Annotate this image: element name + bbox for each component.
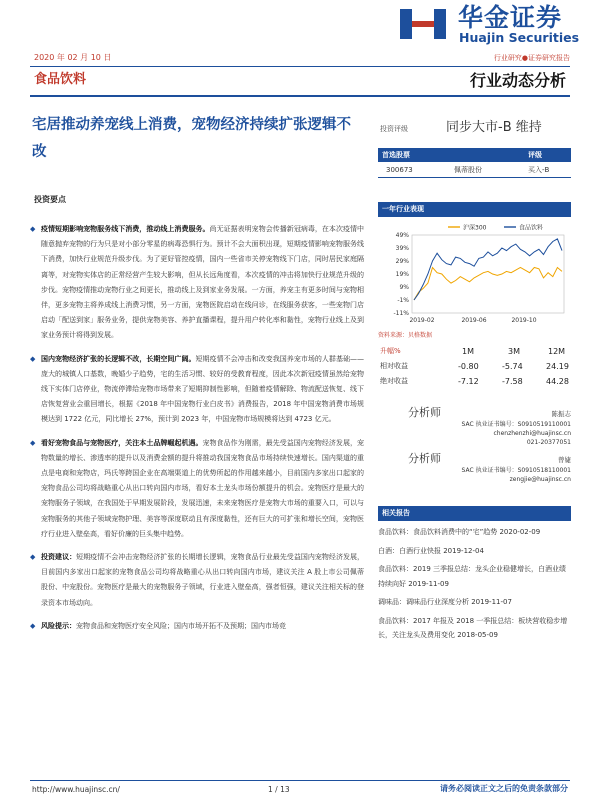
header-divider — [30, 66, 570, 67]
y-tick-label: 49% — [395, 232, 409, 239]
returns-header-label: 升幅% — [380, 347, 401, 355]
analyst-license: SAC 执业证书编号：S0910519110001 — [461, 421, 571, 428]
stock-header-rating: 评级 — [528, 151, 542, 159]
analyst-label: 分析师 — [408, 406, 441, 419]
table-row — [378, 162, 571, 178]
analyst-card — [378, 448, 571, 500]
summary-heading: 投资要点 — [34, 195, 66, 204]
performance-title-bar — [378, 202, 571, 217]
related-title-bar — [378, 506, 571, 521]
rating-row — [378, 118, 571, 140]
stock-name: 佩蒂股份 — [454, 166, 482, 174]
returns-header-3m: 3M — [508, 347, 520, 356]
rating-value: 同步大市-B 维持 — [446, 120, 542, 135]
bullet-lead: 投资建议： — [41, 553, 77, 562]
series-line-0 — [414, 268, 562, 301]
bullet-text: 尚无证据表明宠物会传播新冠病毒，在本次疫情中随意抛弃宠物的行为只是对小部分零星的病毒恐惧行为。预计不会大面积出现，短期疫情影响宠物服务线下消费，加快行业规范升级步伐。为了更好管控疫情，国内一些省市关停宠物线下门店，同时居民家庭隔离等，对宠物实体店的正常经营产生较大影响，但从长远角度看，本次疫情的冲击将加快行业规范升级的步伐。宠物疫情推动宠物行业之间更长，推动线上及到家业务发展。一方面，养宠主有更多时间与宠物相伴，更多宠物主将养成线上消费习惯，另一方面，宠物医院启动在线问诊，在线服务获客，一些宠物门店启动「配送到家」服务业务，提供宠物美容、养护直播课程，提升用户转化率和黏性，宠物行业线上及到家业务预计将得到发展。 — [41, 225, 365, 340]
bullet-text: 短期疫情不会冲击和改变我国养宠市场的人群基础——庞大的城镇人口基数，晚婚少子趋势，宅的生活习惯、较好的受教育程度，因此本次新冠疫情虽然给宠物线下实体门店停业，物流停滞给宠物市场带来了短期抑制性影响，但随着疫情解除、物流配送恢复、线下店恢复营业会重回增长，根据《2018 年中国宠物行业白皮书》消费报告，2018 年中国宠物消费市场规模达到 1722 亿元，同比增长 27%，预计到 2023 年，中国宠物市场规模将达到 4723 亿元。 — [41, 354, 364, 424]
returns-header-1m: 1M — [462, 347, 474, 356]
brand-name-en: Huajin Securities — [459, 30, 580, 45]
related-report-item[interactable]: 食品饮料：2017 年报及 2018 一季报总结：板块营收稳步增长，关注龙头及费用变化 2018-05-09 — [378, 616, 568, 639]
x-tick-label: 2019-06 — [461, 317, 487, 324]
returns-table — [378, 344, 571, 389]
footer-url[interactable]: http://www.huajinsc.cn/ — [32, 785, 120, 794]
x-tick-label: 2019-02 — [409, 317, 435, 324]
x-tick-label: 2019-10 — [511, 317, 537, 324]
table-row — [378, 374, 571, 389]
page-number: 1 / 13 — [268, 785, 290, 794]
stock-table-header — [378, 148, 571, 162]
returns-row-label: 绝对收益 — [380, 377, 408, 385]
analyst-label: 分析师 — [408, 452, 441, 465]
y-tick-label: -11% — [393, 310, 409, 317]
related-report-item[interactable]: 食品饮料：食品饮料消费中的“宅”趋势 2020-02-09 — [378, 528, 541, 536]
breadcrumb: 行业研究●证券研究报告 — [493, 54, 570, 62]
stock-code: 300673 — [386, 166, 413, 174]
summary-bullet — [30, 550, 364, 611]
bullet-lead: 风险提示： — [41, 621, 76, 630]
analyst-name: 陈振志 — [551, 410, 571, 418]
returns-header-12m: 12M — [548, 347, 566, 356]
stock-table — [378, 148, 571, 178]
analyst-license: SAC 执业证书编号：S0910518110001 — [461, 467, 571, 474]
stock-header-pick: 首选股票 — [382, 151, 410, 159]
analyst-card — [378, 402, 571, 454]
summary-bullet — [30, 619, 364, 634]
legend-label: 沪深300 — [463, 224, 487, 232]
brand-name-cn: 华金证券 — [458, 3, 563, 32]
y-tick-label: 9% — [399, 284, 409, 291]
y-tick-label: 29% — [395, 258, 409, 265]
stock-rating: 买入-B — [528, 166, 550, 174]
related-report-item[interactable]: 白酒：白酒行业快报 2019-12-04 — [378, 546, 484, 555]
summary-bullet — [30, 352, 364, 428]
summary-body — [30, 222, 364, 642]
legend-label: 食品饮料 — [519, 224, 544, 232]
returns-header-row — [378, 344, 571, 359]
related-report-item[interactable]: 食品饮料：2019 三季报总结：龙头企业稳健增长，白酒业绩持续向好 2019-11-09 — [378, 565, 567, 588]
footer-disclaimer: 请务必阅读正文之后的免责条款部分 — [440, 784, 568, 793]
y-tick-label: 39% — [395, 245, 409, 252]
returns-cell: 44.28 — [546, 377, 569, 386]
header-divider-thick — [30, 95, 570, 97]
performance-chart — [378, 221, 571, 331]
bullet-text: 宠物食品作为刚需，最先受益国内宠物经济发展，宠物数量的增长、渗透率的提升以及消费金额的提升将推动我国宠物食品市场持续快速增长。国内渠道的重点是电商和宠物店，玛氏等跨国企业在高端渠道上的优势所起的作用越来越小，目前国内多家出口起家的宠物食品公司均将战略重心从出口转向国内市场，看好本土龙头市场份额提升的机会。宠物医疗是最大的宠物服务子领域，在我国处于早期发展阶段，发展迅速，未来宠物医疗是宠物大市场的重要入口，可以与宠物服务的其他子领域宠物护理、美容等深度联动且有深度黏性，还有巨大的可扩张和增长空间，宠物医疗行业进入壁垒高，看好价廉的巨头集中趋势。 — [41, 438, 365, 538]
table-row — [378, 359, 571, 374]
analyst-email[interactable]: chenzhenzhi@huajinsc.cn — [493, 430, 571, 437]
diamond-bullet-icon: ◆ — [30, 438, 36, 447]
report-date: 2020 年 02 月 10 日 — [34, 53, 112, 62]
returns-row-label: 相对收益 — [380, 362, 408, 370]
huajin-logo-icon — [398, 7, 448, 41]
bullet-text: 短期疫情不会冲击宠物经济扩张的长期增长逻辑，宠物食品行业最先受益国内宠物经济发展，目前国内多家出口起家的宠物食品公司均将战略重心从出口转向国内市场，建议关注 A 股上市公司佩蒂股份、中宠股份。宠物医疗是最大的宠物服务子领域，行业进入壁垒高，强者恒强，建议关注相关标的登录资本市场动向。 — [41, 553, 365, 607]
related-title: 相关报告 — [382, 509, 410, 517]
returns-cell: -7.12 — [458, 377, 479, 386]
doc-type-label: 行业动态分析 — [469, 71, 566, 90]
related-report-item[interactable]: 调味品：调味品行业深度分析 2019-11-07 — [378, 598, 512, 606]
analyst-phone: 021-20377051 — [526, 439, 571, 446]
analyst-email[interactable]: zengjie@huajinsc.cn — [509, 476, 571, 483]
related-reports — [378, 506, 571, 643]
y-tick-label: 19% — [395, 271, 409, 278]
report-title: 宅居推动养宠线上消费，宠物经济持续扩张逻辑不改 — [32, 117, 351, 160]
analyst-name: 曾婕 — [558, 456, 571, 464]
diamond-bullet-icon: ◆ — [30, 354, 36, 363]
diamond-bullet-icon: ◆ — [30, 621, 36, 630]
series-line-1 — [414, 239, 562, 300]
diamond-bullet-icon: ◆ — [30, 553, 36, 562]
performance-title: 一年行业表现 — [382, 205, 424, 213]
bullet-lead: 疫情短期影响宠物服务线下消费，推动线上消费服务。 — [41, 225, 210, 233]
summary-bullet — [30, 222, 364, 344]
returns-cell: 24.19 — [546, 362, 569, 371]
industry-label: 食品饮料 — [34, 72, 87, 87]
performance-chart-svg — [378, 221, 571, 331]
returns-cell: -5.74 — [502, 362, 523, 371]
rating-label: 投资评级 — [380, 125, 408, 133]
bullet-lead: 看好宠物食品与宠物医疗，关注本土品牌崛起机遇。 — [41, 438, 203, 447]
diamond-bullet-icon: ◆ — [30, 225, 36, 233]
y-tick-label: -1% — [397, 297, 409, 304]
footer-divider — [30, 780, 570, 781]
bullet-lead: 国内宠物经济扩张的长逻辑不改，长期空间广阔。 — [41, 354, 196, 363]
bullet-text: 宠物食品和宠物医疗安全风险；国内市场开拓不及预期；国内市场竞 — [76, 621, 286, 630]
summary-bullet — [30, 436, 364, 542]
performance-box — [378, 202, 571, 340]
chart-source: 资料来源：贝格数据 — [378, 332, 433, 339]
returns-cell: -0.80 — [458, 362, 479, 371]
returns-cell: -7.58 — [502, 377, 523, 386]
